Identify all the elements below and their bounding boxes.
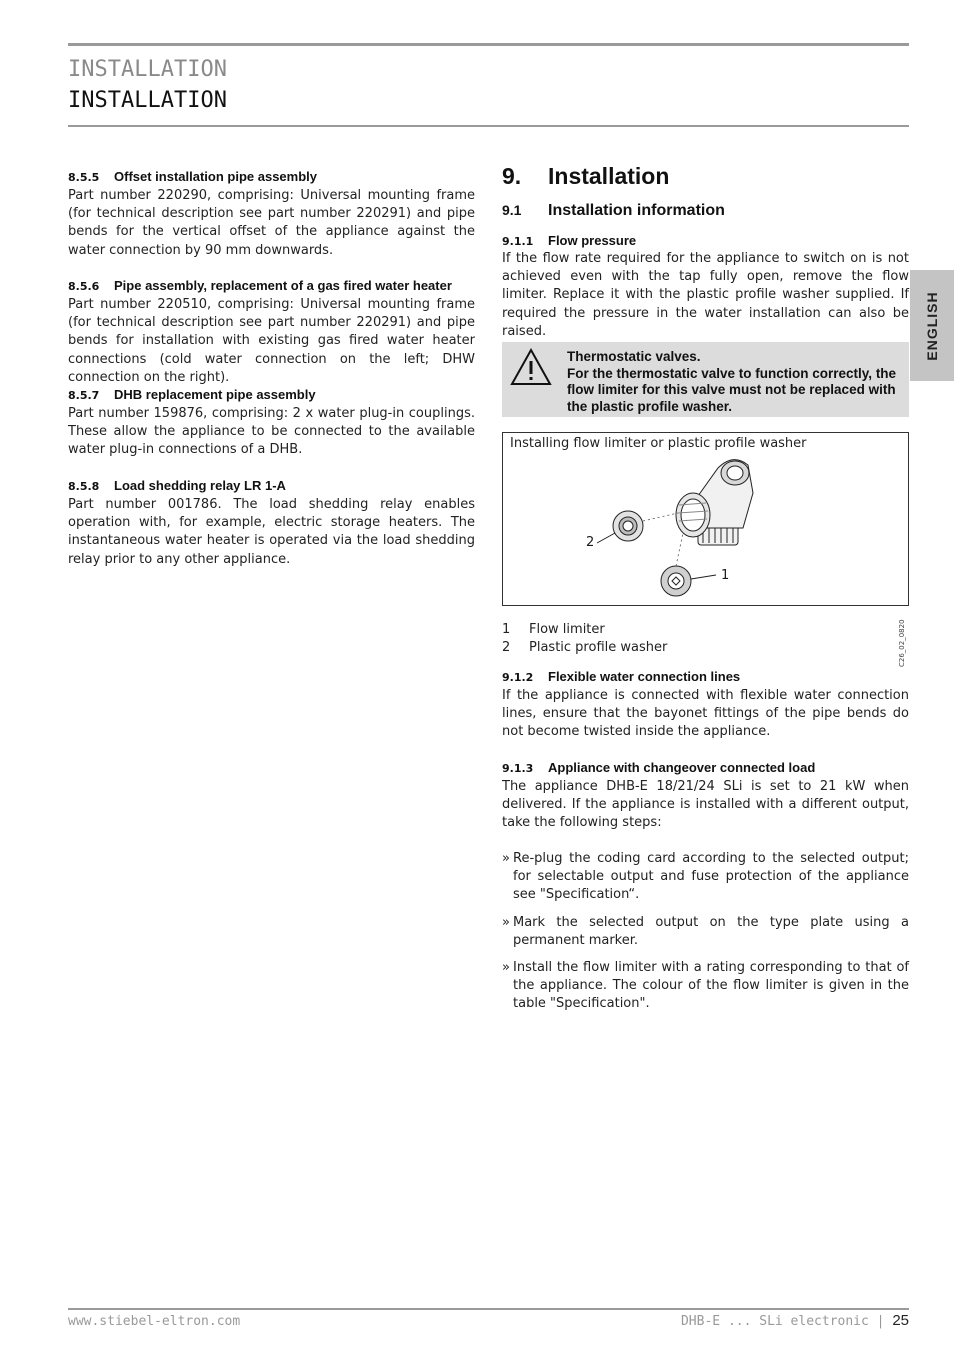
figure-flow-limiter [502,432,909,667]
instruction-text: Mark the selected output on the type plate using a permanent marker. [513,915,909,949]
heading-text: Installation information [548,202,725,219]
footer-product-name: DHB-E ... SLi electronic | [680,1314,885,1329]
language-tab [910,270,954,381]
warning-title: Thermostatic valves. [567,349,701,364]
heading-text: DHB replacement pipe assembly [114,387,316,402]
heading-number: 8.5.7 [68,389,100,402]
heading-number: 9.1.2 [502,671,534,684]
heading-9-1-1 [502,233,636,248]
heading-text: Flexible water connection lines [548,669,741,684]
paragraph-8-5-6: Part number 220510, comprising: Universal mounting frame (for technical description see part number 220291) and pipe bends for installation with existing gas fired water heater connections (cold water connection on the left; DHW connection on the right). [68,297,475,385]
heading-text: Appliance with changeover connected load [548,760,816,775]
paragraph-8-5-8: Part number 001786. The load shedding relay enables operation with, for example, electric storage heaters. The instantaneous water heater is operated via the load shedding relay prior to any other appliance. [68,497,475,567]
figure-code: C26_02_0820 [898,619,906,667]
instruction-item [502,959,909,1014]
legend-number: 1 [502,622,511,637]
heading-9 [502,163,669,190]
heading-number: 9. [502,163,522,189]
instruction-text: Re-plug the coding card according to the selected output; for selectable output and fuse protection of the appliance see "Specification“. [513,851,909,903]
section-title-grey: INSTALLATION [68,57,227,82]
heading-8-5-5 [68,169,317,184]
heading-9-1-2 [502,669,740,684]
header-bottom-rule [68,125,909,127]
valve-illustration [503,433,908,605]
bullet-mark: » [502,851,510,866]
legend-text: Plastic profile washer [529,640,668,655]
heading-number: 8.5.8 [68,480,100,493]
figure-label-2: 2 [586,535,595,550]
paragraph-9-1-1: If the flow rate required for the appliance to switch on is not achieved even with the tap fully open, remove the flow limiter. Replace it with the plastic profile washer supplied. If required the pressure in the water installation can also be raised. [502,251,909,339]
figure-label-1: 1 [721,568,730,583]
heading-text: Offset installation pipe assembly [114,169,317,184]
page-number: 25 [892,1312,909,1329]
legend-number: 2 [502,640,511,655]
heading-8-5-7 [68,387,316,402]
legend-text: Flow limiter [529,622,605,637]
warning-text [567,349,903,415]
bullet-mark: » [502,960,510,975]
footer-rule [68,1308,909,1310]
heading-number: 9.1.1 [502,235,534,248]
warning-box [502,342,909,417]
paragraph-9-1-2: If the appliance is connected with flexible water connection lines, ensure that the bayonet fittings of the pipe bends do not become twisted inside the appliance. [502,688,909,740]
heading-number: 9.1 [502,202,522,218]
heading-9-1-3 [502,760,815,775]
heading-number: 8.5.6 [68,280,100,293]
language-tab-label: ENGLISH [924,290,940,361]
warning-icon [510,347,552,387]
bullet-mark: » [502,915,510,930]
section-title: INSTALLATION [68,88,227,113]
instruction-item [502,914,909,950]
legend-item-1 [502,622,605,637]
heading-text: Installation [548,163,670,189]
header-top-rule [68,43,909,46]
instruction-item [502,850,909,905]
paragraph-8-5-5: Part number 220290, comprising: Universal mounting frame (for technical description see part number 220291) and pipe bends for the vertical offset of the appliance against the water connection by 90 mm downwards. [68,188,475,258]
paragraph-9-1-3: The appliance DHB-E 18/21/24 SLi is set to 21 kW when delivered. If the appliance is installed with a different output, take the following steps: [502,779,909,831]
heading-8-5-8 [68,478,286,493]
paragraph-8-5-7: Part number 159876, comprising: 2 x water plug-in couplings. These allow the appliance to be connected to the available water plug-in connections of a DHB. [68,406,475,458]
legend-item-2 [502,640,667,655]
heading-number: 8.5.5 [68,171,100,184]
heading-text: Load shedding relay LR 1-A [114,478,286,493]
warning-body: For the thermostatic valve to function correctly, the flow limiter for this valve must not be replaced with the plastic profile washer. [567,365,897,414]
footer-url: www.stiebel-eltron.com [68,1314,241,1329]
heading-number: 9.1.3 [502,762,534,775]
figure-caption: Installing flow limiter or plastic profile washer [510,436,807,451]
footer-product [681,1312,909,1329]
instruction-text: Install the flow limiter with a rating corresponding to that of the appliance. The colour of the flow limiter is given in the table "Specification". [513,960,909,1012]
heading-text: Flow pressure [548,233,637,248]
heading-8-5-6 [68,278,452,293]
heading-text: Pipe assembly, replacement of a gas fired water heater [114,278,452,293]
heading-9-1 [502,202,725,220]
